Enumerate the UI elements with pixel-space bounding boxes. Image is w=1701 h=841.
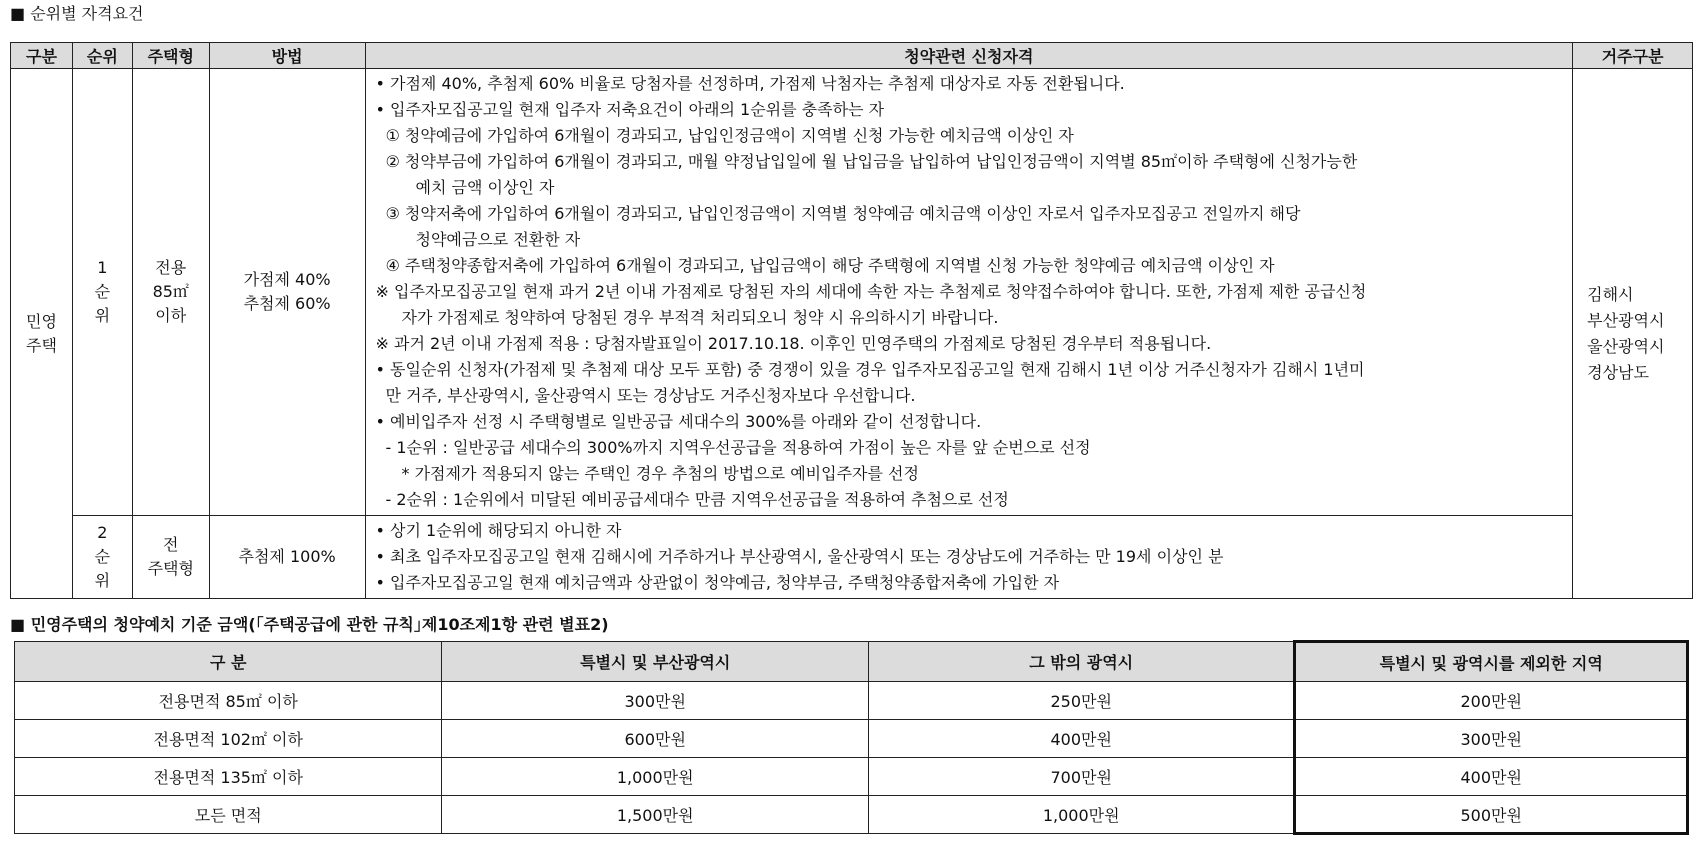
- category-cell: 민영 주택: [11, 69, 73, 599]
- list-item: ② 청약부금에 가입하여 6개월이 경과되고, 매월 약정납입일에 월 납입금을 납입하여 납입인정금액이 지역별 85㎡이하 주택형에 신청가능한: [385, 152, 1358, 171]
- list-item: • 입주자모집공고일 현재 입주자 저축요건이 아래의 1순위를 충족하는 자: [375, 100, 885, 119]
- amount-cell: 1,500만원: [442, 796, 868, 834]
- amount-cell: 400만원: [1295, 758, 1688, 796]
- list-item: • 최초 입주자모집공고일 현재 김해시에 거주하거나 부산광역시, 울산광역시 또는 경상남도에 거주하는 만 19세 이상인 분: [375, 547, 1224, 566]
- rank1-cell: 1 순 위: [72, 69, 132, 516]
- rank2-cell: 2 순 위: [72, 516, 132, 599]
- amount-cell: 300만원: [442, 682, 868, 720]
- amount-cell: 1,000만원: [442, 758, 868, 796]
- rank1-house-type-cell: 전용 85㎡ 이하: [132, 69, 209, 516]
- rank2-house-type-cell: 전 주택형: [132, 516, 209, 599]
- header-rank: 순위: [72, 43, 132, 69]
- list-item: * 가점제가 적용되지 않는 주택인 경우 추첨의 방법으로 예비입주자를 선정: [401, 464, 919, 483]
- list-item: 자가 가점제로 청약하여 당첨된 경우 부적격 처리되오니 청약 시 유의하시기 바랍니다.: [401, 308, 999, 327]
- header-other-regions: 특별시 및 광역시를 제외한 지역: [1295, 642, 1688, 682]
- table-row-rank2: [11, 516, 1693, 599]
- table-header-row: [15, 642, 1688, 682]
- list-item: • 예비입주자 선정 시 주택형별로 일반공급 세대수의 300%를 아래와 같이 선정합니다.: [375, 412, 982, 431]
- list-item: ※ 과거 2년 이내 가점제 적용 : 당첨자발표일이 2017.10.18. 이후인 민영주택의 가점제로 당첨된 경우부터 적용됩니다.: [375, 334, 1212, 353]
- amount-cell: 300만원: [1295, 720, 1688, 758]
- area-cell: 모든 면적: [15, 796, 442, 834]
- rank1-method-cell: 가점제 40% 추첨제 60%: [209, 69, 365, 516]
- amount-cell: 600만원: [442, 720, 868, 758]
- rank2-qualification-cell: [365, 516, 1573, 599]
- list-item: 만 거주, 부산광역시, 울산광역시 또는 경상남도 거주신청자보다 우선합니다.: [385, 386, 916, 405]
- amount-cell: 200만원: [1295, 682, 1688, 720]
- rank1-qualification-cell: [365, 69, 1573, 516]
- list-item: • 가점제 40%, 추첨제 60% 비율로 당첨자를 선정하며, 가점제 낙첨자는 추첨제 대상자로 자동 전환됩니다.: [375, 74, 1125, 93]
- list-item: ※ 입주자모집공고일 현재 과거 2년 이내 가점제로 당첨된 자의 세대에 속한 자는 추첨제로 청약접수하여야 합니다. 또한, 가점제 제한 공급신청: [375, 282, 1367, 301]
- rank-requirements-table: [10, 42, 1693, 599]
- section-title-deposit-amount: ■ 민영주택의 청약예치 기준 금액(｢주택공급에 관한 규칙｣제10조제1항 관련 별표2): [10, 615, 609, 634]
- header-special-busan: 특별시 및 부산광역시: [442, 642, 868, 682]
- residence-cell: 김해시 부산광역시 울산광역시 경상남도: [1573, 69, 1693, 599]
- list-item: ④ 주택청약종합저축에 가입하여 6개월이 경과되고, 납입금액이 해당 주택형에 지역별 신청 가능한 청약예금 예치금액 이상인 자: [385, 256, 1275, 275]
- header-other-metro: 그 밖의 광역시: [868, 642, 1294, 682]
- deposit-amount-table: [14, 640, 1689, 835]
- header-category: 구분: [11, 43, 73, 69]
- list-item: 청약예금으로 전환한 자: [415, 230, 581, 249]
- area-cell: 전용면적 135㎡ 이하: [15, 758, 442, 796]
- list-item: - 1순위 : 일반공급 세대수의 300%까지 지역우선공급을 적용하여 가점이 높은 자를 앞 순번으로 선정: [385, 438, 1091, 457]
- table-row: [15, 682, 1688, 720]
- area-cell: 전용면적 85㎡ 이하: [15, 682, 442, 720]
- list-item: ① 청약예금에 가입하여 6개월이 경과되고, 납입인정금액이 지역별 신청 가능한 예치금액 이상인 자: [385, 126, 1074, 145]
- list-item: 예치 금액 이상인 자: [415, 178, 555, 197]
- area-cell: 전용면적 102㎡ 이하: [15, 720, 442, 758]
- amount-cell: 1,000만원: [868, 796, 1294, 834]
- table-row: [15, 720, 1688, 758]
- section-title-rank-requirements: ■ 순위별 자격요건: [10, 4, 144, 23]
- list-item: • 입주자모집공고일 현재 예치금액과 상관없이 청약예금, 청약부금, 주택청약종합저축에 가입한 자: [375, 573, 1060, 592]
- amount-cell: 500만원: [1295, 796, 1688, 834]
- rank2-method-cell: 추첨제 100%: [209, 516, 365, 599]
- header-qualification: 청약관련 신청자격: [365, 43, 1573, 69]
- amount-cell: 250만원: [868, 682, 1294, 720]
- list-item: - 2순위 : 1순위에서 미달된 예비공급세대수 만큼 지역우선공급을 적용하여 추첨으로 선정: [385, 490, 1009, 509]
- list-item: • 상기 1순위에 해당되지 아니한 자: [375, 521, 622, 540]
- table-header-row: [11, 43, 1693, 69]
- header-residence: 거주구분: [1573, 43, 1693, 69]
- header-house-type: 주택형: [132, 43, 209, 69]
- list-item: ③ 청약저축에 가입하여 6개월이 경과되고, 납입인정금액이 지역별 청약예금 예치금액 이상인 자로서 입주자모집공고 전일까지 해당: [385, 204, 1301, 223]
- table-row: [15, 758, 1688, 796]
- header-method: 방법: [209, 43, 365, 69]
- table-row-rank1: [11, 69, 1693, 516]
- header-area: 구 분: [15, 642, 442, 682]
- amount-cell: 400만원: [868, 720, 1294, 758]
- amount-cell: 700만원: [868, 758, 1294, 796]
- table-row: [15, 796, 1688, 834]
- list-item: • 동일순위 신청자(가점제 및 추첨제 대상 모두 포함) 중 경쟁이 있을 경우 입주자모집공고일 현재 김해시 1년 이상 거주신청자가 김해시 1년미: [375, 360, 1365, 379]
